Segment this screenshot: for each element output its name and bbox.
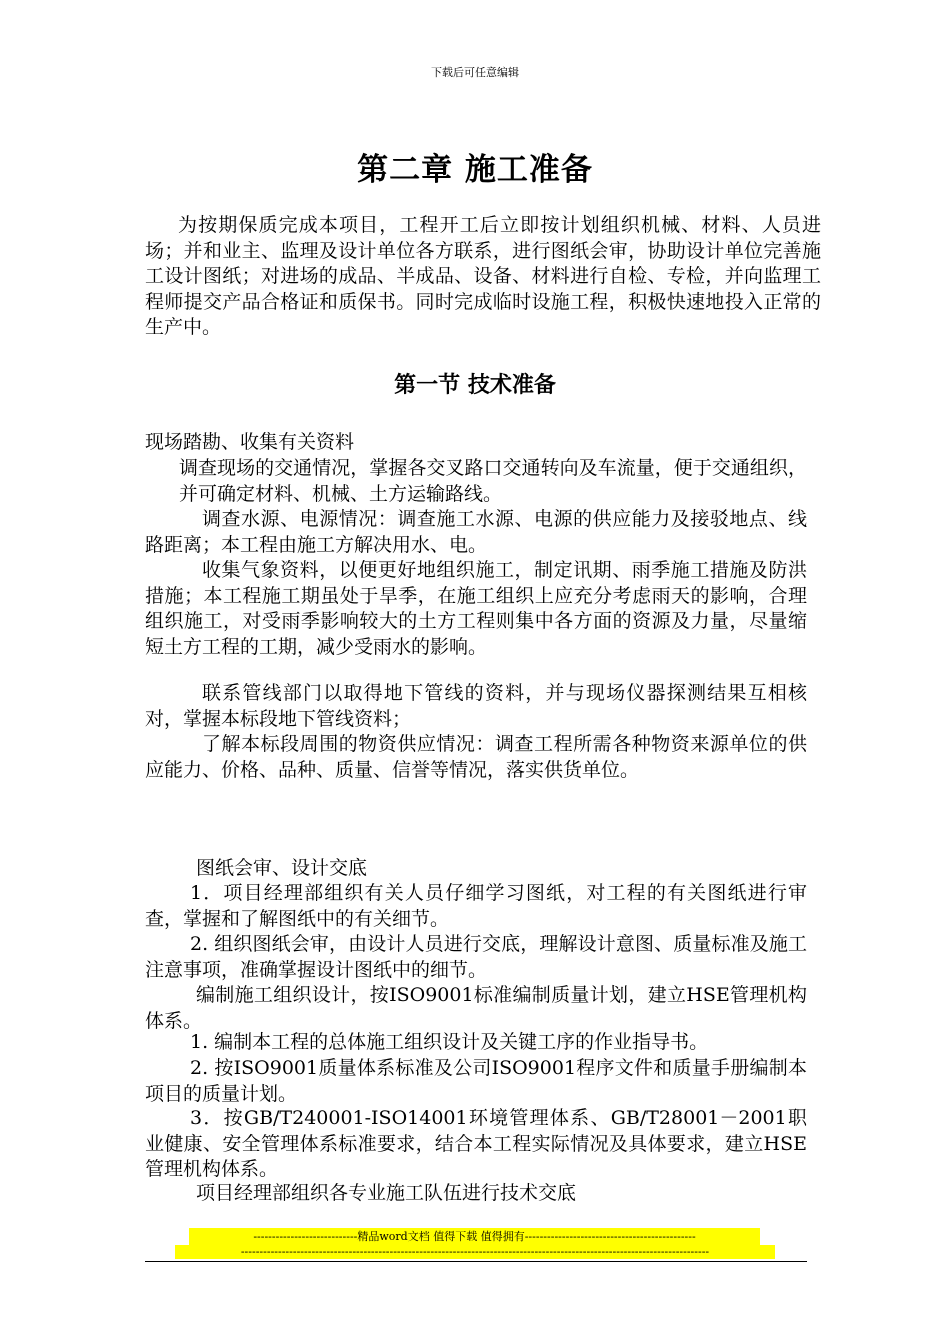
footer-banner-line-1: ----------------------------精品word文档 值得下载 值得拥有---------------------------------------------- <box>189 1228 760 1245</box>
footer-banner-line-2: ------------------------------------------------------------------------------------------------------------------------------ <box>175 1245 775 1259</box>
organization-item-1: 1. 编制本工程的总体施工组织设计及关键工序的作业指导书。 <box>190 1031 709 1053</box>
survey-weather-paragraph: 收集气象资料，以便更好地组织施工，制定讯期、雨季施工措施及防洪措施；本工程施工期虽处于旱季，在施工组织上应充分考虑雨天的影响，合理组织施工，对受雨季影响较大的土方工程则集中各方面的资源及力量，尽量缩短土方工程的工期，减少受雨水的影响。 <box>145 559 807 658</box>
organization-heading: 编制施工组织设计，按ISO9001标准编制质量计划，建立HSE管理机构体系。 <box>145 984 807 1032</box>
survey-traffic-paragraph: 调查现场的交通情况，掌握各交叉路口交通转向及车流量，便于交通组织，并可确定材料、机械、土方运输路线。 <box>179 457 807 505</box>
footer-rule <box>145 1261 807 1262</box>
survey-heading: 现场踏勘、收集有关资料 <box>145 431 355 453</box>
survey-pipeline-paragraph: 联系管线部门以取得地下管线的资料，并与现场仪器探测结果互相核对，掌握本标段地下管线资料； <box>145 682 807 730</box>
section-title: 第一节 技术准备 <box>394 372 556 398</box>
page-header-note: 下载后可任意编辑 <box>431 66 519 79</box>
chapter-title: 第二章 施工准备 <box>357 152 593 188</box>
survey-supply-paragraph: 了解本标段周围的物资供应情况：调查工程所需各种物资来源单位的供应能力、价格、品种、质量、信誉等情况，落实供货单位。 <box>145 733 807 781</box>
drawing-review-item-2: 2. 组织图纸会审，由设计人员进行交底，理解设计意图、质量标准及施工注意事项，准确掌握设计图纸中的细节。 <box>145 933 807 981</box>
drawing-review-heading: 图纸会审、设计交底 <box>196 857 368 879</box>
organization-item-3: 3．按GB/T240001-ISO14001环境管理体系、GB/T28001－2001职业健康、安全管理体系标准要求，结合本工程实际情况及具体要求，建立HSE管理机构体系。 <box>145 1107 807 1181</box>
intro-paragraph: 为按期保质完成本项目，工程开工后立即按计划组织机械、材料、人员进场；并和业主、监理及设计单位各方联系，进行图纸会审，协助设计单位完善施工设计图纸；对进场的成品、半成品、设备、材料进行自检、专检，并向监理工程师提交产品合格证和质保书。同时完成临时设施工程，积极快速地投入正常的生产中。 <box>145 214 821 339</box>
organization-item-2: 2. 按ISO9001质量体系标准及公司ISO9001程序文件和质量手册编制本项目的质量计划。 <box>145 1057 807 1105</box>
briefing-heading: 项目经理部组织各专业施工队伍进行技术交底 <box>196 1182 577 1204</box>
drawing-review-item-1: 1．项目经理部组织有关人员仔细学习图纸，对工程的有关图纸进行审查，掌握和了解图纸中的有关细节。 <box>145 882 807 930</box>
survey-water-paragraph: 调查水源、电源情况：调查施工水源、电源的供应能力及接驳地点、线路距离；本工程由施工方解决用水、电。 <box>145 508 807 556</box>
